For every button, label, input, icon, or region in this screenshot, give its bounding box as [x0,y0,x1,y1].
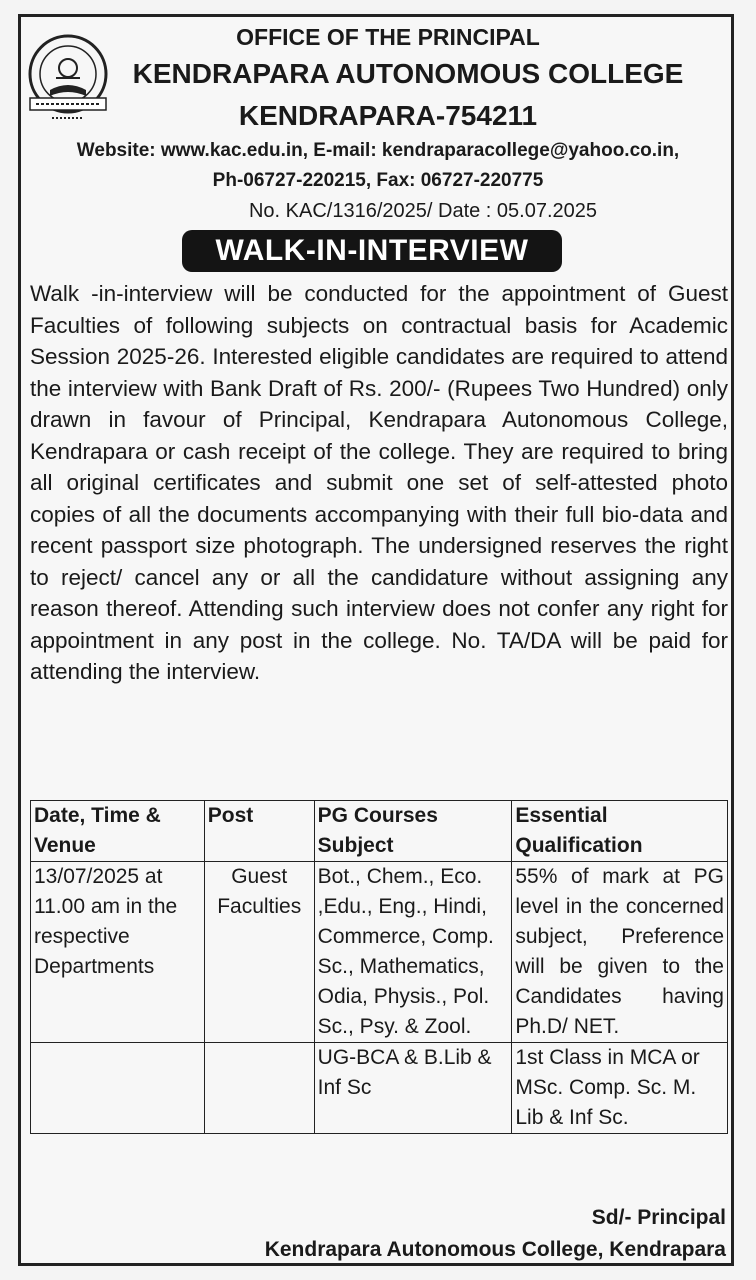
signature-title: Sd/- Principal [591,1206,726,1229]
cell-date-venue: 13/07/2025 at 11.00 am in the respective Departments [31,862,205,1043]
header-qualification: Essential Qualification [512,801,728,862]
cell-empty [204,1043,314,1134]
notice-body: Walk -in-interview will be conducted for the appointment of Guest Faculties of following subjects on contractual basis for Academic Session 2025-26. Interested eligible candidates are required to attend the interview with Bank Draft of Rs. 200/- (Rupees Two Hundred) only drawn in favour of Principal, Kendrapara Autonomous College, Kendrapara or cash receipt of the college. They are required to bring all original certificates and submit one set of self-attested photo copies of all the documents accompanying with their full bio-data and recent passport size photograph. The undersigned reserves the right to reject/ cancel any or all the candidature without assigning any reason thereof. Attending such interview does not confer any right for appointment in any post in the college. No. TA/DA will be paid for attending the interview. [30,281,728,684]
cell-subjects-ug: UG-BCA & B.Lib & Inf Sc [314,1043,512,1134]
interview-table [30,800,728,1134]
cell-empty [31,1043,205,1134]
cell-post: Guest Faculties [204,862,314,1043]
cell-subjects: Bot., Chem., Eco. ,Edu., Eng., Hindi, Commerce, Comp. Sc., Mathematics, Odia, Physis., Pol. Sc., Psy. & Zool. [314,862,512,1043]
signature-org: Kendrapara Autonomous College, Kendrapara [264,1238,726,1261]
contact-phone-fax: Ph-06727-220215, Fax: 06727-220775 [212,170,544,191]
college-name: KENDRAPARA AUTONOMOUS COLLEGE [132,58,684,89]
header-date: Date, Time & Venue [31,801,205,862]
cell-qualification-ug: 1st Class in MCA or MSc. Comp. Sc. M. Lib & Inf Sc. [512,1043,728,1134]
cell-qualification: 55% of mark at PG level in the concerned subject, Preference will be given to the Candidates having Ph.D/ NET. [512,862,728,1043]
reference-number: No. KAC/1316/2025/ Date : 05.07.2025 [248,200,598,222]
table-header-row [31,801,728,862]
header-post: Post [204,801,314,862]
contact-web-email: Website: www.kac.edu.in, E-mail: kendraparacollege@yahoo.co.in, [76,140,680,161]
walk-in-banner: WALK-IN-INTERVIEW [182,230,562,272]
table-row [31,862,728,1043]
table-row [31,1043,728,1134]
header-subject: PG Courses Subject [314,801,512,862]
office-title: OFFICE OF THE PRINCIPAL [236,24,540,50]
college-city: KENDRAPARA-754211 [238,100,538,131]
